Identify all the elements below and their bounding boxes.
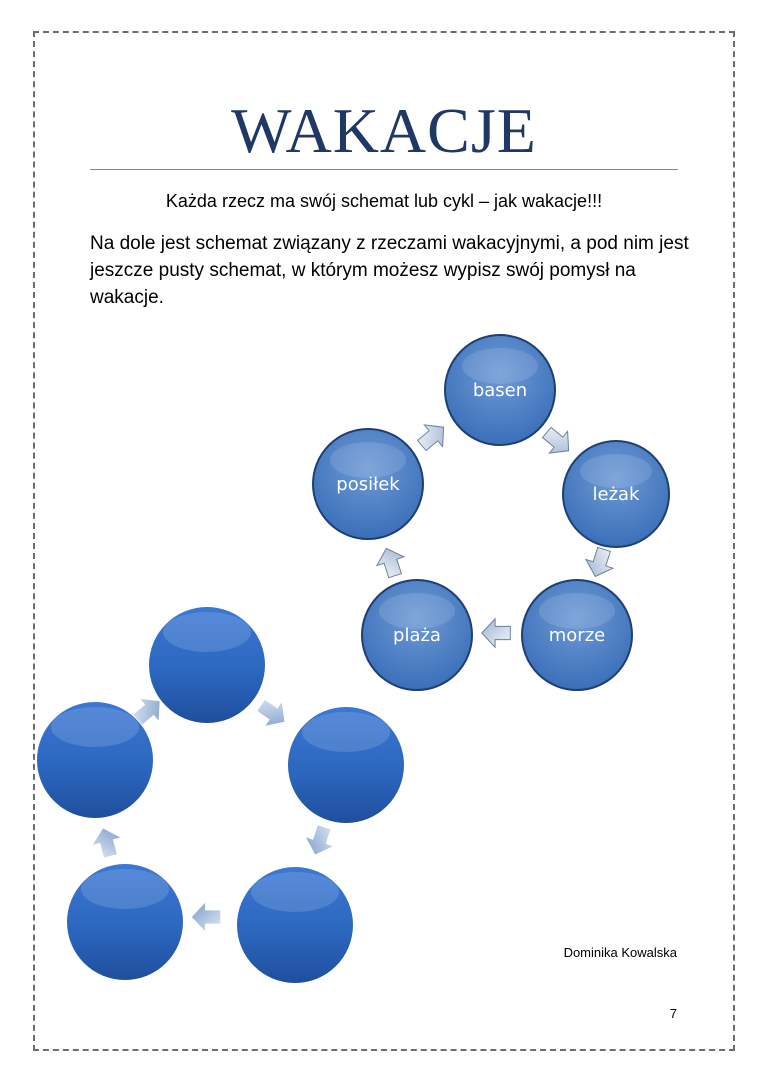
cycle-node-label: plaża <box>393 625 441 646</box>
cycle-arrow <box>482 619 511 648</box>
cycle-arrow <box>373 544 409 580</box>
empty-node-bottom-left <box>67 864 183 980</box>
cycle-node-lezak <box>563 441 669 547</box>
cycle-node-label: leżak <box>592 484 640 505</box>
empty-cycle-arrow <box>192 903 221 932</box>
cycle-node-morze <box>522 580 632 690</box>
cycle-node-label: posiłek <box>336 474 400 495</box>
empty-node-bottom-right <box>237 867 353 983</box>
empty-node-top <box>149 607 265 723</box>
empty-cycle-arrow <box>89 825 124 860</box>
cycle-node-label: basen <box>472 380 528 401</box>
page-title: WAKACJE <box>231 95 537 166</box>
empty-node-left <box>37 702 153 818</box>
intro-paragraph: Na dole jest schemat związany z rzeczami wakacyjnymi, a pod nim jest jeszcze pusty schemat, w którym możesz wypisz swój pomysł na wakacje. <box>90 233 689 308</box>
empty-node-right <box>288 707 404 823</box>
cycle-node-basen <box>445 335 555 445</box>
cycle-arrow <box>582 545 618 581</box>
cycle-arrow <box>413 416 453 456</box>
cycle-filled <box>313 335 669 690</box>
cycle-node-posilek <box>313 429 423 539</box>
author-name: Dominika Kowalska <box>563 945 677 960</box>
subtitle: Każda rzecz ma swój schemat lub cykl – jak wakacje!!! <box>165 191 603 211</box>
cycle-node-label: morze <box>548 625 606 646</box>
page-number: 7 <box>669 1006 677 1021</box>
cycle-arrow <box>538 422 578 462</box>
empty-cycle-arrow <box>302 823 338 859</box>
cycle-empty <box>37 607 404 983</box>
cycle-node-plaza <box>362 580 472 690</box>
empty-cycle-arrow <box>253 694 293 734</box>
